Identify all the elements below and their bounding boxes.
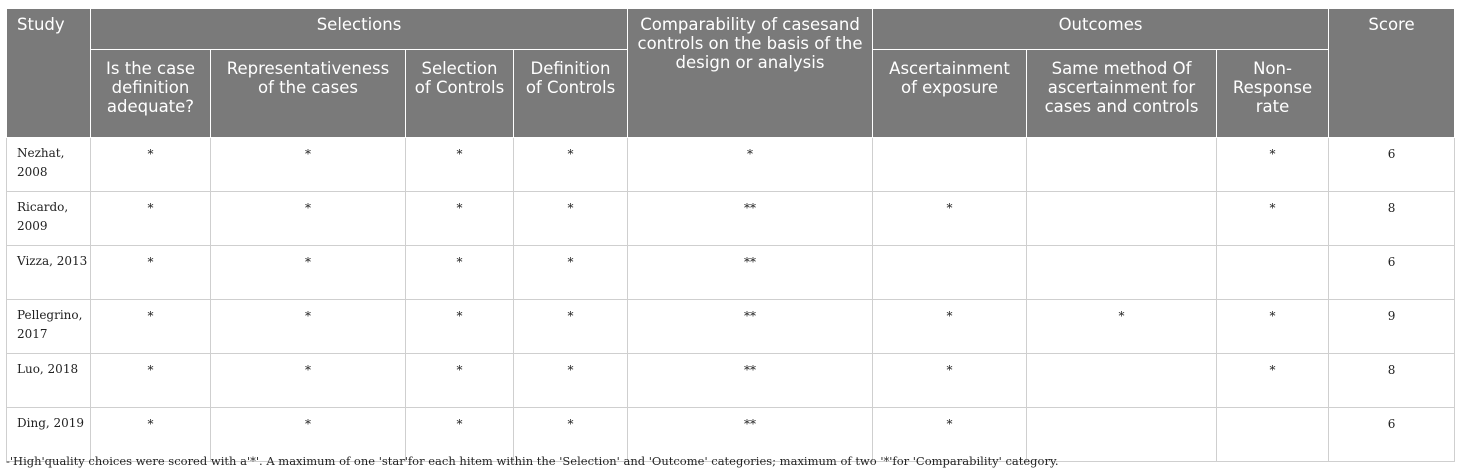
score-cell-text: 6 [1387,255,1396,269]
table-row [7,300,1455,354]
definition-controls-cell [514,246,628,300]
definition-controls-cell-text: * [567,255,574,269]
score-cell-text: 8 [1387,201,1396,215]
definition-controls-cell-text: * [567,363,574,377]
comparability-cell-text: ** [744,255,757,269]
ascertainment-cell-text [873,246,1026,253]
comparability-cell [628,354,873,408]
same-method-cell [1027,192,1217,246]
ascertainment-cell [873,192,1027,246]
comparability-cell-text: ** [744,201,757,215]
score-cell [1329,246,1455,300]
selection-controls-cell-text: * [456,147,463,161]
definition-controls-cell [514,354,628,408]
case-definition-cell-text: * [147,417,154,431]
table-row [7,354,1455,408]
case-definition-cell-text: * [147,201,154,215]
header-ascertainment: Ascertainment of exposure [873,50,1027,138]
selection-controls-cell-text: * [456,417,463,431]
header-selections: Selections [91,9,628,50]
non-response-cell-text: * [1269,309,1276,323]
study-cell-text: Pellegrino, 2017 [17,308,83,341]
study-cell-text: Vizza, 2013 [17,254,88,268]
case-definition-cell-text: * [147,147,154,161]
case-definition-cell [91,300,211,354]
selection-controls-cell-text: * [456,309,463,323]
representativeness-cell-text: * [305,417,311,431]
study-cell [7,138,91,192]
selection-controls-cell [406,300,514,354]
table-body [7,138,1455,462]
study-cell [7,354,91,408]
selection-controls-cell-text: * [456,255,463,269]
header-selection-controls: Selection of Controls [406,50,514,138]
header-outcomes: Outcomes [873,9,1329,50]
selection-controls-cell [406,354,514,408]
score-cell-text: 6 [1387,417,1396,431]
definition-controls-cell [514,192,628,246]
representativeness-cell-text: * [305,363,311,377]
header-comparability: Comparability of casesand controls on the basis of the design or analysis [628,9,873,138]
same-method-cell [1027,354,1217,408]
selection-controls-cell [406,138,514,192]
case-definition-cell-text: * [147,255,154,269]
score-cell [1329,354,1455,408]
same-method-cell-text [1027,192,1216,199]
representativeness-cell [211,300,406,354]
non-response-cell-text: * [1269,201,1276,215]
study-cell [7,192,91,246]
table-row [7,192,1455,246]
ascertainment-cell-text: * [946,363,953,377]
non-response-cell [1217,300,1329,354]
table-footnote: -'High'quality choices were scored with a'*'. A maximum of one 'star'for each hitem within the 'Selection' and 'Outcome' categories; maximum of two '*'for 'Comparability' category. [6,454,1059,468]
representativeness-cell-text: * [305,147,311,161]
selection-controls-cell-text: * [456,363,463,377]
case-definition-cell [91,246,211,300]
study-cell [7,246,91,300]
representativeness-cell [211,354,406,408]
score-cell [1329,300,1455,354]
same-method-cell-text [1027,138,1216,145]
ascertainment-cell-text: * [946,309,953,323]
definition-controls-cell-text: * [567,201,574,215]
same-method-cell-text [1027,408,1216,415]
ascertainment-cell [873,354,1027,408]
comparability-cell-text: ** [744,363,757,377]
non-response-cell [1217,246,1329,300]
non-response-cell [1217,354,1329,408]
header-score: Score [1329,9,1455,138]
same-method-cell [1027,246,1217,300]
ascertainment-cell [873,300,1027,354]
score-cell-text: 6 [1387,147,1396,161]
ascertainment-cell-text: * [946,201,953,215]
same-method-cell [1027,138,1217,192]
selection-controls-cell [406,246,514,300]
representativeness-cell [211,138,406,192]
ascertainment-cell-text: * [946,417,953,431]
case-definition-cell [91,192,211,246]
definition-controls-cell [514,138,628,192]
study-cell-text: Ding, 2019 [17,416,85,430]
comparability-cell [628,138,873,192]
ascertainment-cell [873,246,1027,300]
same-method-cell-text [1027,246,1216,253]
table-row [7,246,1455,300]
study-cell-text: Nezhat, 2008 [17,146,65,179]
study-cell-text: Luo, 2018 [17,362,79,376]
case-definition-cell [91,354,211,408]
definition-controls-cell-text: * [567,417,574,431]
same-method-cell [1027,300,1217,354]
header-same-method: Same method Of ascertainment for cases and controls [1027,50,1217,138]
case-definition-cell-text: * [147,363,154,377]
representativeness-cell-text: * [305,201,311,215]
comparability-cell-text: ** [744,309,757,323]
same-method-cell-text [1027,354,1216,361]
header-definition-controls: Definition of Controls [514,50,628,138]
header-non-response: Non-Response rate [1217,50,1329,138]
non-response-cell-text: * [1269,363,1276,377]
representativeness-cell [211,246,406,300]
ascertainment-cell-text [873,138,1026,145]
score-cell [1329,138,1455,192]
selection-controls-cell-text: * [456,201,463,215]
header-case-definition: Is the case definition adequate? [91,50,211,138]
table-row [7,138,1455,192]
non-response-cell-text: * [1269,147,1276,161]
case-definition-cell [91,138,211,192]
comparability-cell-text: ** [744,417,757,431]
definition-controls-cell-text: * [567,309,574,323]
score-cell-text: 8 [1387,363,1396,377]
comparability-cell [628,246,873,300]
header-representativeness: Representativeness of the cases [211,50,406,138]
non-response-cell-text [1217,408,1328,415]
case-definition-cell-text: * [147,309,154,323]
same-method-cell-text: * [1118,309,1125,323]
non-response-cell [1217,138,1329,192]
non-response-cell [1217,192,1329,246]
non-response-cell-text [1217,246,1328,253]
comparability-cell [628,192,873,246]
header-study: Study [7,9,91,138]
definition-controls-cell-text: * [567,147,574,161]
score-cell-text: 9 [1387,309,1396,323]
study-cell [7,300,91,354]
representativeness-cell [211,192,406,246]
study-cell-text: Ricardo, 2009 [17,200,69,233]
quality-assessment-table [6,8,1455,462]
comparability-cell [628,300,873,354]
definition-controls-cell [514,300,628,354]
comparability-cell-text: * [747,147,754,161]
score-cell [1329,192,1455,246]
quality-assessment-table-container [6,8,1454,462]
representativeness-cell-text: * [305,255,311,269]
selection-controls-cell [406,192,514,246]
representativeness-cell-text: * [305,309,311,323]
ascertainment-cell [873,138,1027,192]
